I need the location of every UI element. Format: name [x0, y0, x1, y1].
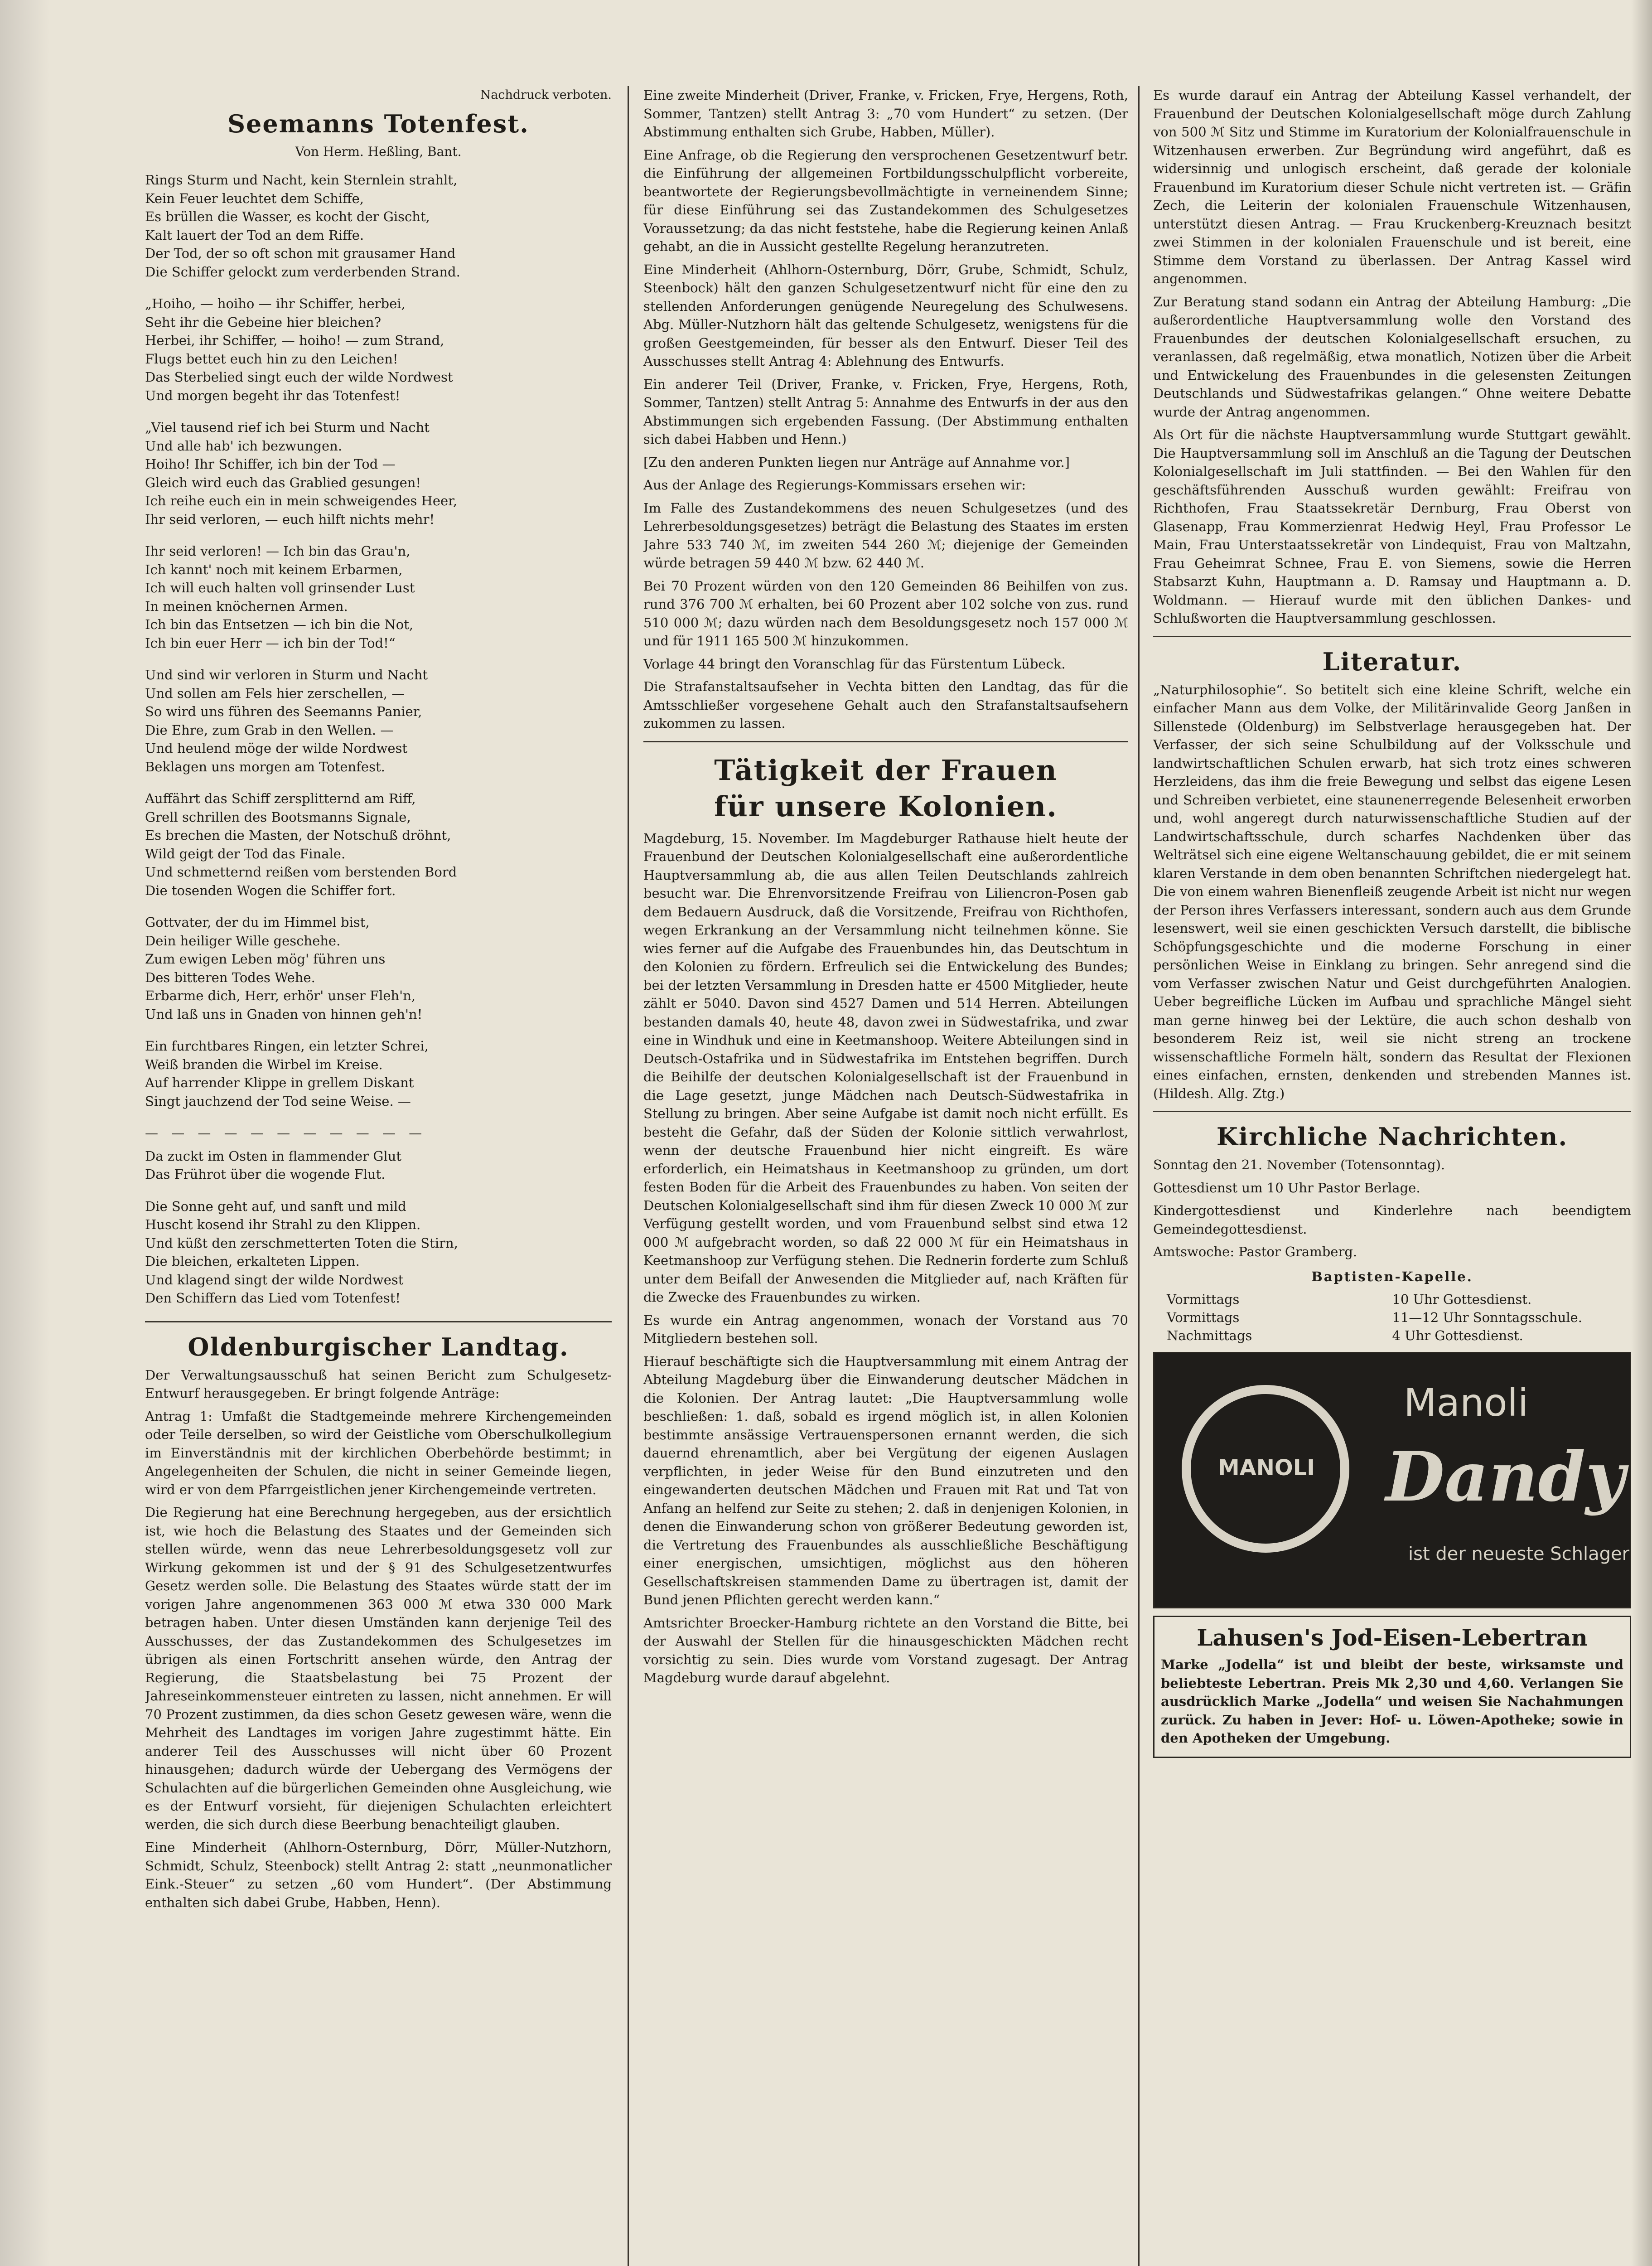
page-edge	[1631, 0, 1652, 2266]
paragraph: Die Regierung hat eine Berechnung hergegeben, aus der ersichtlich ist, wie hoch die Belastung des Staates und der Gemeinden sich stellen würde, wenn das neue Lehrerbesoldungsgesetz voll zur Wirkung gekommen ist und der § 91 des Schulgesetzentwurfes Gesetz werden solle. Die Belastung des Staates würde statt der im vorigen Jahre angenommenen 363 000 ℳ etwa 330 000 Mark betragen haben. Unter diesen Umständen kann derjenige Teil des Ausschusses, der das Zustandekommen des Schulgesetzes im übrigen als einen Fortschritt ansehen würde, den Antrag der Regierung, die Staatsbelastung bei 75 Prozent der Jahreseinkommensteuer eintreten zu lassen, nicht annehmen. Er will 70 Prozent zustimmen, da dies schon Gesetz gewesen wäre, wenn die Mehrheit des Landtages im vorigen Jahre zugestimmt hätte. Ein anderer Teil des Ausschusses will nicht über 60 Prozent hinausgehen; dadurch würde der Uebergang des Vermögens der Schulachten auf die bürgerlichen Gemeinden ohne Ausgleichung, wie es der Entwurf vorsieht, für diejenigen Schulachten erleichtert werden, die sich durch diese Beerbung benachteiligt glauben.	[145, 1505, 612, 1832]
kirchliche-notices	[1153, 1156, 1631, 1261]
ad-product: Dandy	[1386, 1437, 1625, 1517]
verse-line: Und heulend möge der wilde Nordwest	[145, 741, 408, 756]
poem-author: Von Herm. Heßling, Bant.	[295, 144, 462, 159]
landtag-article-continued	[643, 86, 1128, 733]
verse-line: Und sollen am Fels hier zerschellen, —	[145, 685, 405, 701]
stanza	[145, 913, 612, 1023]
verse-line: „Viel tausend rief ich bei Sturm und Nacht	[145, 420, 430, 435]
separator	[1153, 1111, 1631, 1112]
paragraph: Als Ort für die nächste Hauptversammlung wurde Stuttgart gewählt. Die Hauptversammlung soll im Anschluß an die Tagung der Deutschen Kolonialgesellschaft im Juli stattfinden. — Bei den Wahlen für den geschäftsführenden Ausschuß wurden gewählt: Freifrau von Richthofen, Frau Staatssekretär Dernburg, Frau Oberst von Glasenapp, Frau Kommerzienrat Hedwig Heyl, Frau Professor Le Main, Frau Unterstaatssekretär von Lindequist, Frau von Maltzahn, Frau Geheimrat Schnee, Frau E. von Siemens, sowie die Herren Stabsarzt Kuhn, Hauptmann a. D. Ramsay und Hauptmann a. D. Woldmann. — Hierauf wurde mit den üblichen Dankes- und Schlußworten die Hauptversammlung geschlossen.	[1153, 427, 1631, 626]
column-1	[145, 86, 612, 2266]
verse-line: Seht ihr die Gebeine hier bleichen?	[145, 314, 381, 330]
reprint-note: Nachdruck verboten.	[480, 88, 612, 102]
ad2-text: Marke „Jodella“ ist und bleibt der beste, wirksamste und beliebteste Lebertran. Preis Mk 2,30 und 4,60. Verlangen Sie ausdrücklich Marke „Jodella“ und weisen Sie Nachahmungen zurück. Zu haben in Jever: Hof- u. Löwen-Apotheke; sowie in den Apotheken der Umgebung.	[1161, 1657, 1623, 1746]
frauen-article-continued	[1153, 86, 1631, 628]
paragraph: Ein anderer Teil (Driver, Franke, v. Fricken, Frye, Hergens, Roth, Sommer, Tantzen) stellt Antrag 5: Annahme des Entwurfs in der aus den Abstimmungen sich ergebenden Fassung. (Der Abstimmung enthalten sich dabei Habben und Henn.)	[643, 376, 1128, 447]
verse-line: Ich reihe euch ein in mein schweigendes Heer,	[145, 493, 458, 508]
stanza	[145, 171, 612, 281]
verse-line: Beklagen uns morgen am Totenfest.	[145, 759, 385, 775]
verse-line: Zum ewigen Leben mög' führen uns	[145, 951, 386, 967]
stanza	[145, 1197, 612, 1307]
column-2	[643, 86, 1128, 2266]
verse-line: Es brechen die Masten, der Notschuß dröhnt,	[145, 828, 451, 843]
verse-line: Kalt lauert der Tod an dem Riffe.	[145, 227, 364, 243]
verse-line: Die Schiffer gelockt zum verderbenden Strand.	[145, 264, 460, 280]
verse-line: Und sind wir verloren in Sturm und Nacht	[145, 667, 428, 683]
verse-line: So wird uns führen des Seemanns Panier,	[145, 704, 422, 719]
verse-line: Hoiho! Ihr Schiffer, ich bin der Tod —	[145, 456, 396, 472]
paragraph: [Zu den anderen Punkten liegen nur Anträge auf Annahme vor.]	[643, 454, 1070, 470]
poem-title: Seemanns Totenfest.	[227, 109, 529, 138]
paragraph: Der Verwaltungsausschuß hat seinen Bericht zum Schulgesetz-Entwurf herausgegeben. Er bringt folgende Anträge:	[145, 1367, 612, 1401]
paragraph: Hierauf beschäftigte sich die Hauptversammlung mit einem Antrag der Abteilung Magdeburg über die Einwanderung deutscher Mädchen in die Kolonien. Der Antrag lautet: „Die Hauptversammlung wolle beschließen: 1. daß, sobald es irgend möglich ist, in allen Kolonien bestimmte ansässige Vertrauenspersonen ernannt werden, die sich dauernd ehrenamtlich, aber bei Vergütung der eigenen Auslagen verpflichten, in jeder Weise für den Bund einzutreten und den eingewanderten deutschen Mädchen und Frauen mit Rat und Tat von Anfang an helfend zur Seite zu stehen; 2. daß in denjenigen Kolonien, in denen die Einwanderung schon von größerer Bedeutung geworden ist, die Vertretung des Frauenbundes als ausschließliche Beschäftigung einer energischen, umsichtigen, möglichst aus den höheren Gesellschaftskreisen stammenden Dame zu übertragen ist, damit der Bund jenen Pflichten gerecht werden kann.“	[643, 1353, 1128, 1608]
paragraph: Vorlage 44 bringt den Voranschlag für das Fürstentum Lübeck.	[643, 656, 1066, 672]
book-gutter	[0, 0, 50, 2266]
verse-line: Huscht kosend ihr Strahl zu den Klippen.	[145, 1217, 421, 1232]
landtag-article	[145, 1366, 612, 1912]
paragraph: Amtsrichter Broecker-Hamburg richtete an den Vorstand die Bitte, bei der Auswahl der Stellen für die hinausgeschickten Mädchen recht vorsichtig zu sein. Dies wurde vom Vorstand zugesagt. Der Antrag Magdeburg wurde darauf abgelehnt.	[643, 1615, 1128, 1685]
verse-line: Den Schiffern das Lied vom Totenfest!	[145, 1290, 401, 1306]
verse-line: Flugs bettet euch hin zu den Leichen!	[145, 351, 398, 367]
literatur-article	[1153, 681, 1631, 1103]
baptist-title: Baptisten-Kapelle.	[1311, 1269, 1473, 1284]
stanza	[145, 542, 612, 652]
paragraph: Es wurde ein Antrag angenommen, wonach der Vorstand aus 70 Mitgliedern bestehen soll.	[643, 1312, 1128, 1346]
paragraph: Es wurde darauf ein Antrag der Abteilung Kassel verhandelt, der Frauenbund der Deutschen Kolonialgesellschaft möge durch Zahlung von 500 ℳ Sitz und Stimme im Kuratorium der Kolonialfrauenschule in Witzenhausen erwerben. Zur Begründung wird angeführt, daß es widersinnig und unlogisch erscheint, daß gerade der koloniale Frauenbund im Kuratorium dieser Schule nicht vertreten ist. — Gräfin Zech, die Leiterin der kolonialen Frauenschule Witzenhausen, unterstützt diesen Antrag. — Frau Kruckenberg-Kreuznach besitzt zwei Stimmen in der kolonialen Frauenschule und ist bereit, eine Stimme dem Vorstand zu überlassen. Der Antrag Kassel wird angenommen.	[1153, 87, 1631, 286]
verse-line: Ich will euch halten voll grinsender Lust	[145, 580, 415, 596]
verse-line: Das Frührot über die wogende Flut.	[145, 1167, 386, 1182]
paragraph: Bei 70 Prozent würden von den 120 Gemeinden 86 Beihilfen von zus. rund 376 700 ℳ erhalten, bei 60 Prozent aber 102 solche von zus. rund 510 000 ℳ; dazu würden nach dem Besoldungsgesetz noch 157 000 ℳ und für 1911 165 500 ℳ hinzukommen.	[643, 578, 1128, 649]
landtag-title: Oldenburgischer Landtag.	[188, 1332, 569, 1361]
paragraph: Aus der Anlage des Regierungs-Kommissars ersehen wir:	[643, 477, 1026, 493]
paragraph: Gottesdienst um 10 Uhr Pastor Berlage.	[1153, 1180, 1420, 1196]
ad-brand: Manoli	[1404, 1380, 1529, 1425]
verse-line: Ein furchtbares Ringen, ein letzter Schrei,	[145, 1038, 429, 1054]
stanza	[145, 666, 612, 776]
verse-line: Des bitteren Todes Wehe.	[145, 969, 315, 985]
verse-line: Gottvater, der du im Himmel bist,	[145, 915, 370, 930]
verse-line: Und küßt den zerschmetterten Toten die Stirn,	[145, 1235, 458, 1251]
dash-line: — — — — — — — — — — —	[145, 1125, 427, 1141]
stanza	[145, 295, 612, 405]
verse-line: Der Tod, der so oft schon mit grausamer Hand	[145, 246, 456, 261]
verse-line: Dein heiliger Wille geschehe.	[145, 933, 341, 949]
verse-line: Singt jauchzend der Tod seine Weise. —	[145, 1093, 411, 1109]
verse-line: Und alle hab' ich bezwungen.	[145, 438, 343, 454]
separator	[1153, 636, 1631, 637]
paragraph: Eine zweite Minderheit (Driver, Franke, v. Fricken, Frye, Hergens, Roth, Sommer, Tantzen) stellt Antrag 3: „70 vom Hundert“ zu setzen. (Der Abstimmung enthalten sich Grube, Habben, Müller).	[643, 87, 1128, 140]
service-time: 10 Uhr Gottesdienst.	[1392, 1292, 1532, 1307]
verse-line: Gleich wird euch das Grablied gesungen!	[145, 475, 421, 490]
paragraph: Zur Beratung stand sodann ein Antrag der Abteilung Hamburg: „Die außerordentliche Hauptversammlung wolle den Vorstand des Frauenbundes der deutschen Kolonialgesellschaft ersuchen, zu veranlassen, daß regelmäßig, etwa monatlich, Notizen über die Arbeit und Entwickelung des Frauenbundes in die gelesensten Zeitungen Deutschlands und Südwestafrikas gelangen.“ Ohne weitere Debatte wurde der Antrag angenommen.	[1153, 294, 1631, 420]
verse-line: Rings Sturm und Nacht, kein Sternlein strahlt,	[145, 172, 458, 188]
verse-line: Ich kannt' noch mit keinem Erbarmen,	[145, 562, 403, 577]
verse-line: In meinen knöchernen Armen.	[145, 598, 348, 614]
time-of-day: Vormittags	[1167, 1292, 1240, 1307]
verse-line: Ich bin das Entsetzen — ich bin die Not,	[145, 617, 414, 632]
paragraph: Magdeburg, 15. November. Im Magdeburger Rathause hielt heute der Frauenbund der Deutschen Kolonialgesellschaft eine außerordentliche Hauptversammlung ab, die aus allen Teilen Deutschlands zahlreich besucht war. Die Ehrenvorsitzende Freifrau von Liliencron-Posen gab dem Bedauern Ausdruck, daß die Vorsitzende, Freifrau von Richthofen, wegen Erkrankung an der Versammlung nicht teilnehmen könne. Sie wies ferner auf die Aufgabe des Frauenbundes hin, das Deutschtum in den Kolonien zu fördern. Erfreulich sei die Entwickelung des Bundes; bei der letzten Versammlung in Dresden hatte er 4500 Mitglieder, heute zählt er 5040. Davon sind 4527 Damen und 514 Herren. Abteilungen bestanden damals 40, heute 48, davon zwei in Südwestafrika, und zwar eine in Windhuk und eine in Keetmanshoop. Weitere Abteilungen sind in Deutsch-Ostafrika und in Südwestafrika im Entstehen begriffen. Durch die Beihilfe der deutschen Kolonialgesellschaft ist der Frauenbund in die Lage gesetzt, junge Mädchen nach Deutsch-Südwestafrika in Stellung zu bringen. Aber seine Aufgabe ist damit noch nicht erfüllt. Es besteht die Gefahr, daß der Süden der Kolonie sittlich verwahrlost, wenn der deutsche Frauenbund hier nicht eingreift. Es wäre erforderlich, ein Heimatshaus in Keetmanshoop zu gründen, um dort festen Boden für die Arbeit des Frauenbundes zu haben. Von seiten der Deutschen Kolonialgesellschaft sind ihm für diesen Zweck 10 000 ℳ zur Verfügung gestellt worden, und vom Frauenbund selbst sind etwa 12 000 ℳ aufgebracht worden, so daß 22 000 ℳ für ein Heimatshaus in Keetmanshoop zur Verfügung stehen. Die Rednerin forderte zum Schluß unter dem Beifall der Anwesenden die Mitglieder auf, nach Kräften für die Zwecke des Frauenbundes zu wirken.	[643, 830, 1128, 1305]
service-time: 4 Uhr Gottesdienst.	[1392, 1328, 1523, 1343]
stanza	[145, 418, 612, 528]
paragraph: „Naturphilosophie“. So betitelt sich eine kleine Schrift, welche ein einfacher Mann aus dem Volke, der Militärinvalide Georg Janßen in Sillenstede (Oldenburg) im Selbstverlage herausgegeben hat. Der Verfasser, der sich seine Schulbildung auf der Volksschule und landwirtschaftlichen Schulen erwarb, hat sich trotz eines schweren Herzleidens, das ihm die freie Bewegung und selbst das eigene Lesen und Schreiben verbietet, eine staunenerregende Belesenheit erworben und, wohl angeregt durch naturwissenschaftliche Studien auf der Landwirtschaftsschule, durch scharfes Nachdenken über das Welträtsel sich eine eigene Weltanschauung gebildet, die er mit seinem klaren Verstande in dem oben benannten Schriftchen niedergelegt hat. Die von einem wahren Bienenfleiß zeugende Arbeit ist nicht nur wegen der Person ihres Verfassers interessant, sondern auch aus dem Grunde lesenswert, weil sie einen geschickten Versuch darstellt, die biblische Schöpfungsgeschichte und die moderne Forschung in einer persönlichen Weise in Einklang zu bringen. Sehr anregend sind die vom Verfasser zwischen Natur und Geist durchgeführten Analogien. Ueber begreifliche Lücken im Aufbau und sprachliche Mängel sieht man gerne hinweg bei der Lektüre, die auch schon deshalb von besonderem Reiz ist, weil sie nicht streng an trockene wissenschaftliche Formeln hält, sondern das Resultat der Flexionen eines einfachen, ernsten, denkenden und strebenden Mannes ist. (Hildesh. Allg. Ztg.)	[1153, 682, 1631, 1101]
separator	[643, 741, 1128, 742]
verse-line: Das Sterbelied singt euch der wilde Nordwest	[145, 369, 453, 385]
paragraph: Eine Minderheit (Ahlhorn-Osternburg, Dörr, Müller-Nutzhorn, Schmidt, Schulz, Steenbock) stellt Antrag 2: statt „neunmonatlicher Eink.-Steuer“ zu setzen „60 vom Hundert“. (Der Abstimmung enthalten sich dabei Grube, Habben, Henn).	[145, 1840, 612, 1910]
verse-line: Die bleichen, erkalteten Lippen.	[145, 1254, 360, 1269]
ad-ring-label: MANOLI	[1217, 1455, 1315, 1481]
stanza	[145, 789, 612, 900]
verse-line: Und laß uns in Gnaden von hinnen geh'n!	[145, 1006, 423, 1022]
poem-ending	[145, 1147, 612, 1307]
poem	[145, 171, 612, 1110]
verse-line: Ihr seid verloren! — Ich bin das Grau'n,	[145, 543, 411, 559]
verse-line: Da zuckt im Osten in flammender Glut	[145, 1148, 401, 1164]
paragraph: Kindergottesdienst und Kinderlehre nach beendigtem Gemeindegottesdienst.	[1153, 1203, 1631, 1237]
ad2-title: Lahusen's Jod-Eisen-Lebertran	[1197, 1624, 1588, 1651]
paragraph: Amtswoche: Pastor Gramberg.	[1153, 1244, 1357, 1259]
paragraph: Eine Minderheit (Ahlhorn-Osternburg, Dörr, Grube, Schmidt, Schulz, Steenbock) hält den ganzen Schulgesetzentwurf nicht für eine den zu stellenden Anforderungen genügende Neuregelung des Schulwesens. Abg. Müller-Nutzhorn hält das geltende Schulgesetz, wenigstens für die großen Geestgemeinden, für besser als den Entwurf. Dieser Teil des Ausschusses stellt Antrag 4: Ablehnung des Entwurfs.	[643, 261, 1128, 369]
service-time: 11—12 Uhr Sonntagsschule.	[1392, 1310, 1582, 1325]
verse-line: Erbarme dich, Herr, erhör' unser Fleh'n,	[145, 988, 416, 1003]
frauen-title	[643, 752, 1128, 825]
manoli-advertisement	[1153, 1352, 1631, 1608]
verse-line: Und klagend singt der wilde Nordwest	[145, 1272, 404, 1288]
paragraph: Antrag 1: Umfaßt die Stadtgemeinde mehrere Kirchengemeinden oder Teile derselben, so wird der Geistliche vom Oberschulkollegium im Einverständnis mit der kirchlichen Oberbehörde bestimmt; in Angelegenheiten der Schulen, die nicht in seiner Gemeinde liegen, wird er von dem Pfarrgeistlichen jener Kirchengemeinde vertreten.	[145, 1408, 612, 1497]
kirchliche-title: Kirchliche Nachrichten.	[1216, 1122, 1568, 1151]
verse-line: Die Sonne geht auf, und sanft und mild	[145, 1198, 406, 1214]
verse-line: Grell schrillen des Bootsmanns Signale,	[145, 809, 411, 825]
verse-line: Kein Feuer leuchtet dem Schiffe,	[145, 190, 364, 206]
paragraph: Die Strafanstaltsaufseher in Vechta bitten den Landtag, das für die Amtsschließer vorgesehene Gehalt auch den Strafanstaltsaufsehern zukommen zu lassen.	[643, 679, 1128, 731]
verse-line: „Hoiho, — hoiho — ihr Schiffer, herbei,	[145, 296, 406, 311]
verse-line: Weiß branden die Wirbel im Kreise.	[145, 1056, 383, 1072]
column-rule	[1138, 86, 1140, 2266]
verse-line: Wild geigt der Tod das Finale.	[145, 846, 346, 862]
separator	[145, 1321, 612, 1322]
frauen-title-line-1: Tätigkeit der Frauen	[714, 753, 1058, 787]
verse-line: Ihr seid verloren, — euch hilft nichts mehr!	[145, 511, 435, 527]
column-3	[1153, 86, 1631, 2266]
verse-line: Die tosenden Wogen die Schiffer fort.	[145, 882, 396, 898]
time-of-day: Vormittags	[1167, 1310, 1240, 1325]
verse-line: Auffährt das Schiff zersplitternd am Riff,	[145, 791, 416, 806]
stanza	[145, 1037, 612, 1110]
lebertran-advertisement	[1153, 1616, 1631, 1758]
column-rule	[628, 86, 629, 2266]
frauen-article	[643, 829, 1128, 1687]
verse-line: Und schmetternd reißen vom berstenden Bord	[145, 864, 457, 880]
frauen-title-line-2: für unsere Kolonien.	[714, 789, 1058, 823]
verse-line: Es brüllen die Wasser, es kocht der Gischt,	[145, 209, 430, 224]
paragraph: Im Falle des Zustandekommens des neuen Schulgesetzes (und des Lehrerbesoldungsgesetzes) beträgt die Belastung des Staates im ersten Jahre 533 740 ℳ, im zweiten 544 260 ℳ; diejenige der Gemeinden würde betragen 59 440 ℳ bzw. 62 440 ℳ.	[643, 500, 1128, 571]
paragraph: Eine Anfrage, ob die Regierung den versprochenen Gesetzentwurf betr. die Einführung der allgemeinen Fortbildungsschulpflicht vorbereite, beantwortete der Regierungsbevollmächtigte in verneinendem Sinne; für diese Einführung sei das Zustandekommen des Schulgesetzes Voraussetzung; da das nicht feststehe, habe die Regierung keinen Anlaß gehabt, an die in Aussicht gestellte Regelung heranzutreten.	[643, 147, 1128, 254]
paragraph: Sonntag den 21. November (Totensonntag).	[1153, 1157, 1445, 1172]
literatur-title: Literatur.	[1322, 647, 1462, 676]
stanza	[145, 1147, 612, 1184]
verse-line: Und morgen begeht ihr das Totenfest!	[145, 387, 401, 403]
verse-line: Ich bin euer Herr — ich bin der Tod!“	[145, 635, 396, 651]
ad-slogan: ist der neueste Schlager	[1408, 1544, 1630, 1564]
time-of-day: Nachmittags	[1167, 1328, 1252, 1343]
verse-line: Auf harrender Klippe in grellem Diskant	[145, 1075, 414, 1090]
baptist-timetable	[1167, 1290, 1618, 1345]
verse-line: Die Ehre, zum Grab in den Wellen. —	[145, 722, 394, 738]
verse-line: Herbei, ihr Schiffer, — hoiho! — zum Strand,	[145, 333, 444, 348]
